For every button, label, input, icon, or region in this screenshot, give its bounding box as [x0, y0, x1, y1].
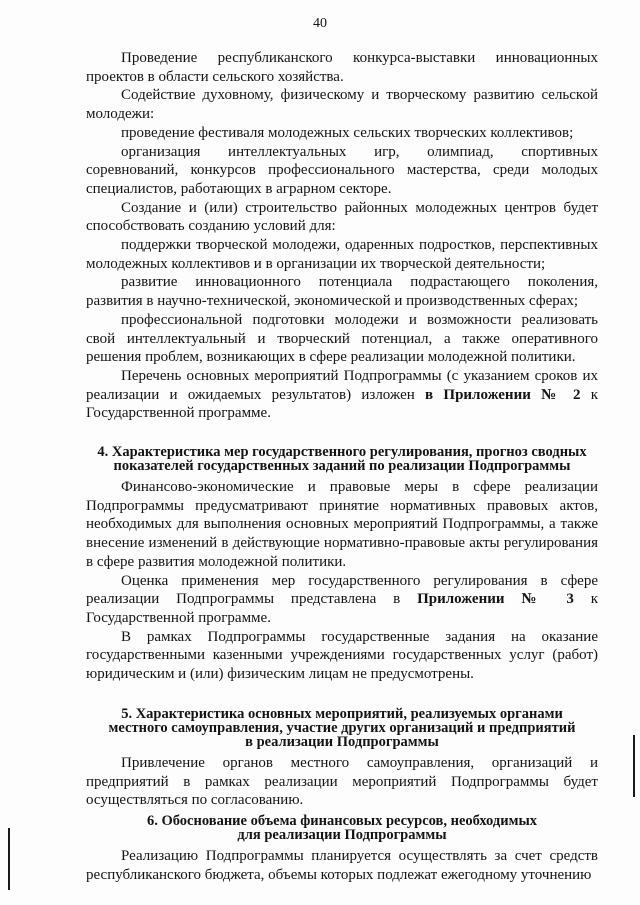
- scan-edge-mark-right: [633, 735, 635, 797]
- appendix-2-reference: в Приложении № 2: [425, 386, 581, 403]
- paragraph-financing: Реализацию Подпрограммы планируется осуществлять за счет средств республиканского бюджета, объемы которых подлежат ежегодному уточнению: [86, 847, 598, 883]
- section-4-heading: [86, 445, 598, 473]
- section-5-heading-line-1: 5. Характеристика основных мероприятий, реализуемых органами: [121, 705, 563, 722]
- paragraph-innovation-potential: развитие инновационного потенциала подрастающего поколения, развития в научно-технической, экономической и производственных сферах;: [86, 274, 598, 310]
- paragraph-regulation-measures: Финансово-экономические и правовые меры в сфере реализации Подпрограммы предусматривают принятие нормативных правовых актов, необходимых для выполнения основных мероприятий Подпрограммы, а также внесение изменений в действующие нормативно-правовые акты регулирования в сфере развития молодежной политики.: [86, 479, 598, 570]
- paragraph-contest: Проведение республиканского конкурса-выставки инновационных проектов в области сельского хозяйства.: [86, 50, 598, 85]
- paragraph-youth-development: Содействие духовному, физическому и творческому развитию сельской молодежи:: [86, 87, 598, 123]
- paragraph-festival: проведение фестиваля молодежных сельских творческих коллективов;: [121, 124, 574, 141]
- paragraph-professional-training: профессиональной подготовки молодежи и возможности реализовать свой интеллектуальный и творческий потенциал, а также оперативного решения проблем, возникающих в сфере реализации молодежной политики.: [86, 311, 598, 366]
- paragraph-regulation-assessment: [86, 572, 598, 628]
- section-5-heading-line-3: в реализации Подпрограммы: [245, 733, 439, 750]
- paragraph-regulation-assessment-text: Оценка применения мер государственного регулирования в сфере реализации Подпрограммы представлена в: [86, 572, 598, 608]
- section-6-heading: [86, 814, 598, 842]
- paragraph-regulation-assessment-end: к Государственной программе.: [86, 591, 598, 626]
- section-6-heading-line-1: 6. Обоснование объема финансовых ресурсов, необходимых: [146, 812, 538, 829]
- paragraph-activities-list: [86, 367, 598, 423]
- section-4-heading-line-1: 4. Характеристика мер государственного регулирования, прогноз сводных: [97, 444, 587, 461]
- section-4-heading-line-2: показателей государственных заданий по реализации Подпрограммы: [113, 458, 571, 475]
- paragraph-activities-list-text: Перечень основных мероприятий Подпрограммы (с указанием сроков их реализации и ожидаемых результатов) изложен: [86, 367, 598, 403]
- section-5-heading-line-2: местного самоуправления, участие других организаций и предприятий: [108, 719, 576, 736]
- scan-edge-mark-left: [8, 828, 10, 890]
- paragraph-youth-centers: Создание и (или) строительство районных молодежных центров будет способствовать созданию условий для:: [86, 199, 598, 235]
- paragraph-activities-list-end: к Государственной программе.: [86, 386, 598, 422]
- page-content: [86, 49, 598, 884]
- paragraph-games-olympiads: организация интеллектуальных игр, олимпиад, спортивных соревнований, конкурсов профессионального мастерства, среди молодых специалистов, работающих в аграрном секторе.: [86, 143, 598, 197]
- section-6-heading-line-2: для реализации Подпрограммы: [237, 826, 447, 843]
- section-5-heading: [86, 707, 598, 749]
- paragraph-state-assignments: В рамках Подпрограммы государственные задания на оказание государственными казенными учреждениями государственных услуг (работ) юридическим и (или) физическим лицам не предусмотрены.: [86, 628, 598, 683]
- paragraph-creative-support: поддержки творческой молодежи, одаренных подростков, перспективных молодежных коллективов и в организации их творческой деятельности;: [86, 237, 598, 272]
- paragraph-local-government: Привлечение органов местного самоуправления, организаций и предприятий в рамках реализации мероприятий Подпрограммы будет осуществляться по согласованию.: [86, 754, 598, 809]
- appendix-3-reference: Приложении № 3: [417, 591, 574, 608]
- page-number: 40: [313, 16, 327, 31]
